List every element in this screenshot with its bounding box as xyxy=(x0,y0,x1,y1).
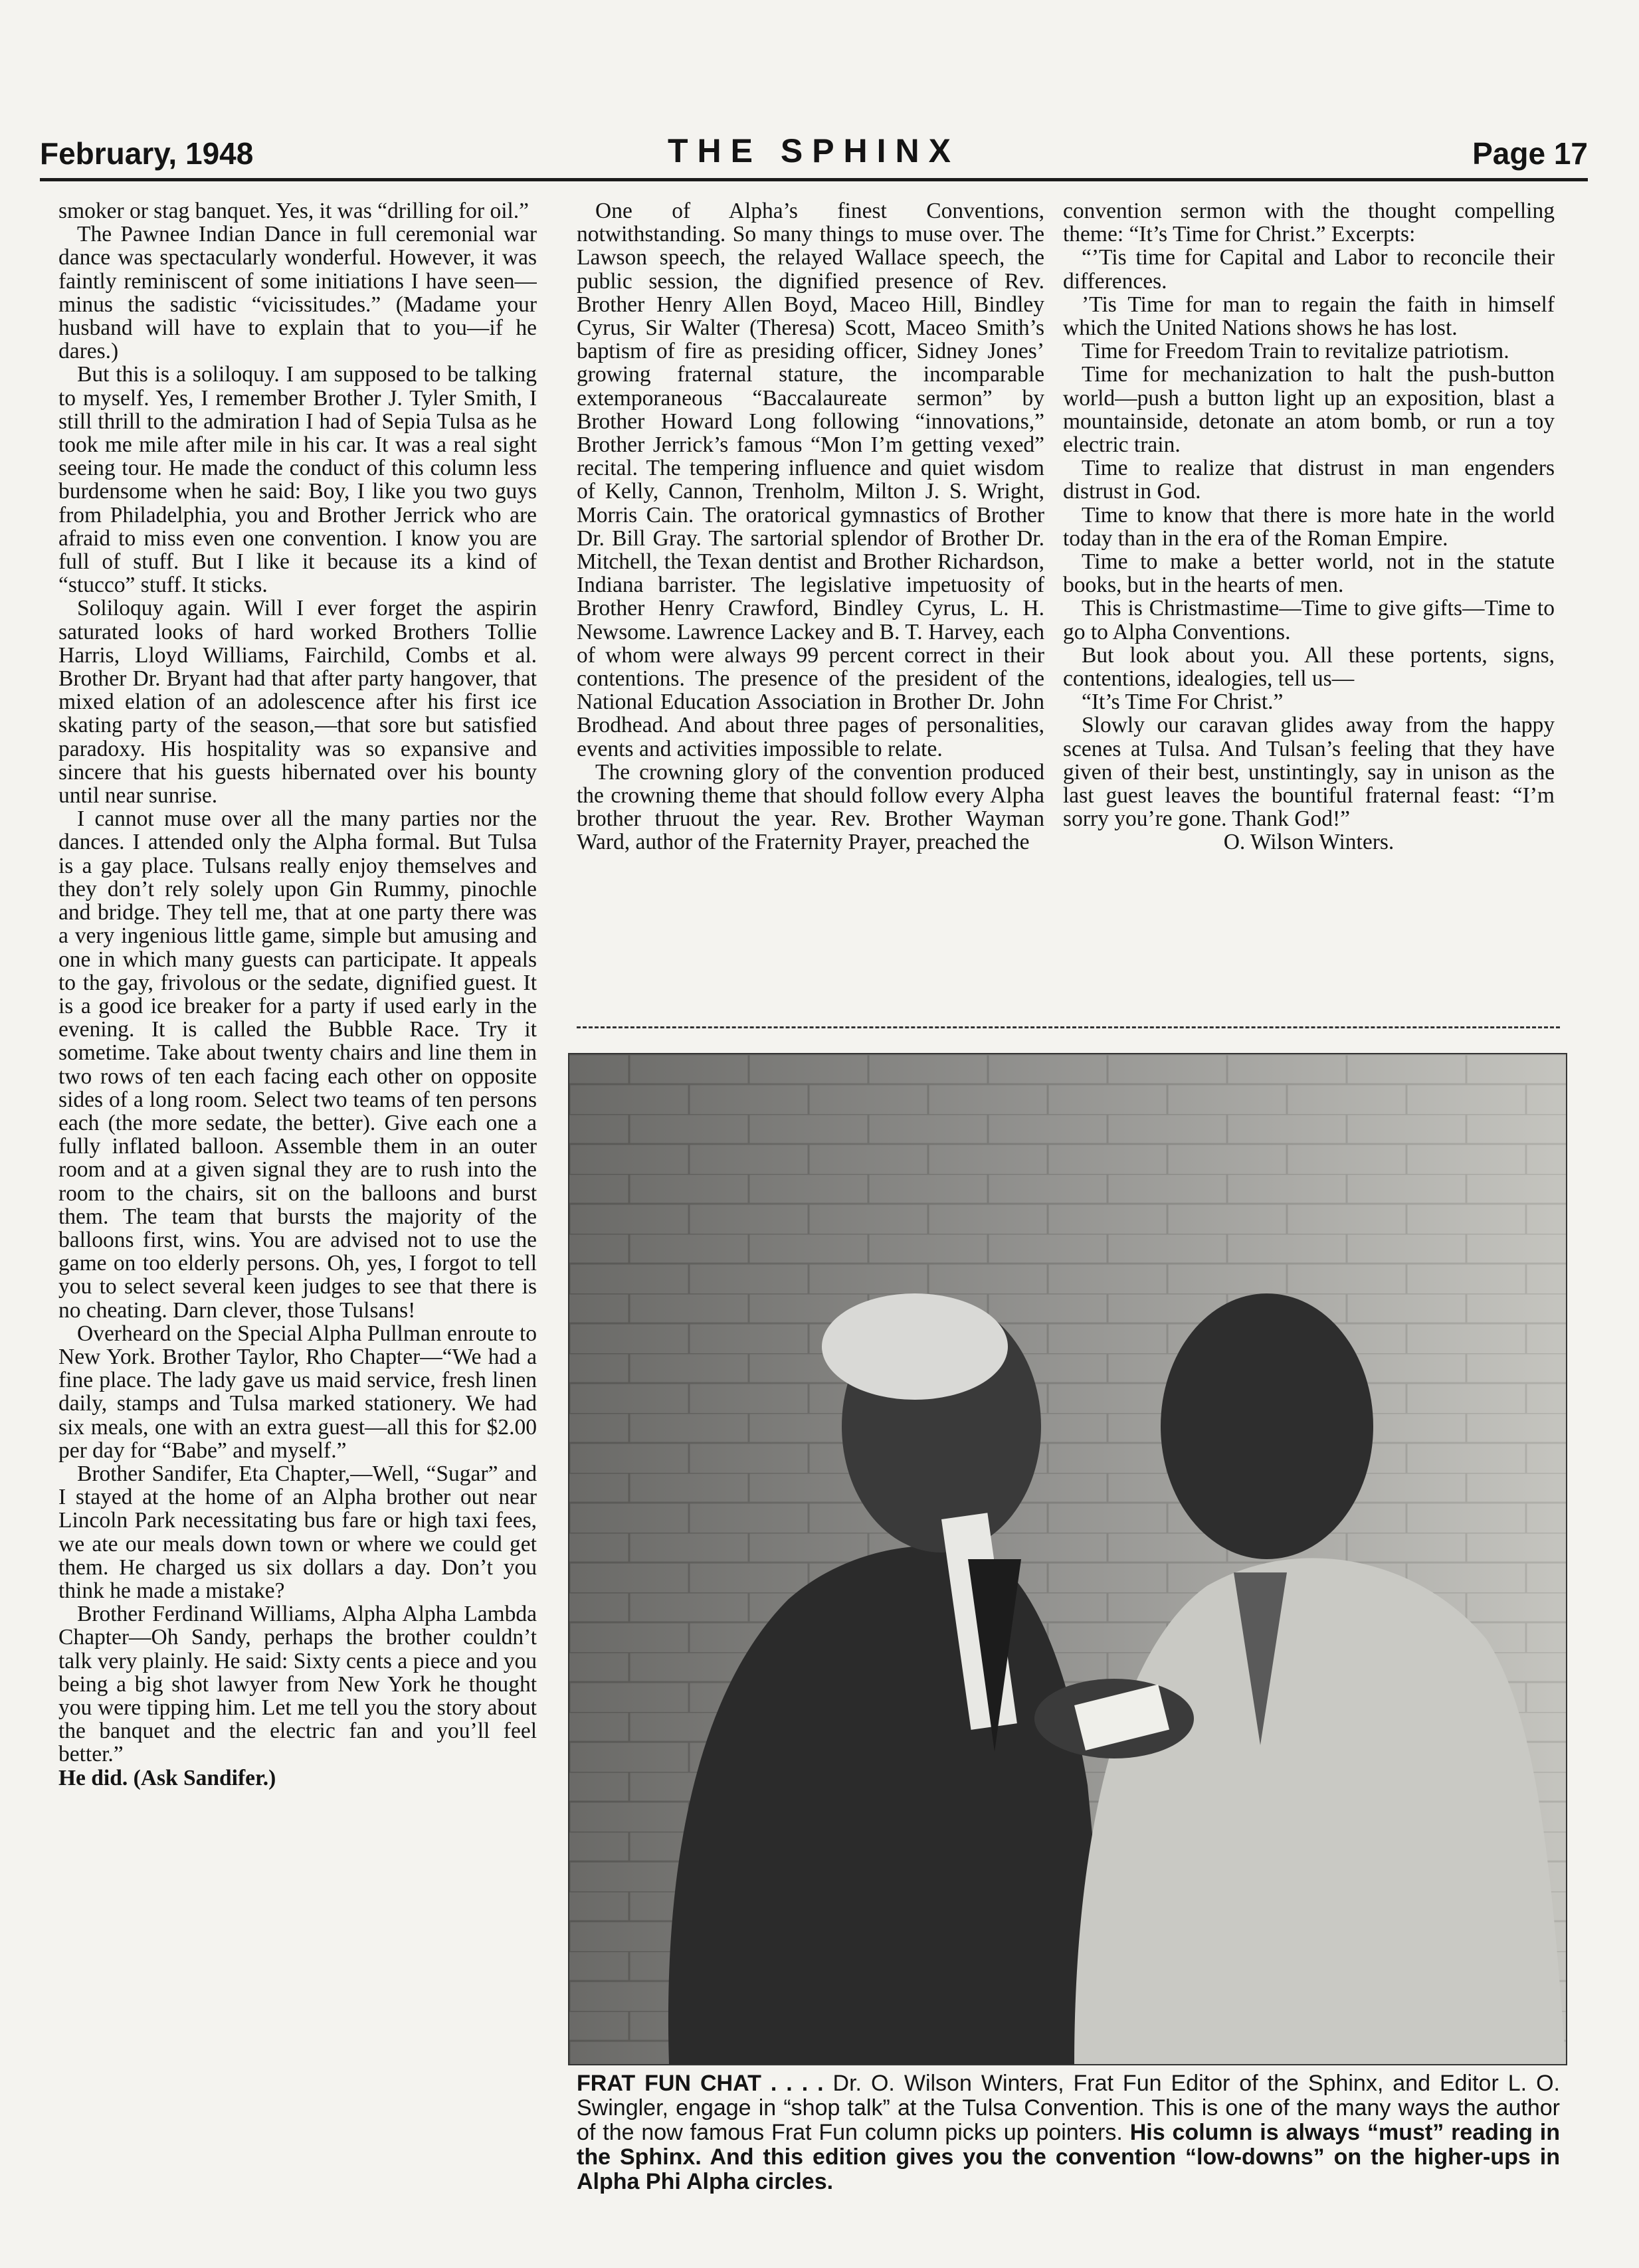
section-divider xyxy=(577,1026,1560,1028)
paragraph: The crowning glory of the convention produced the crowning theme that should follow every Alpha brother thruout the year. Rev. Brother Wayman Ward, author of the Fraternity Prayer, preached the xyxy=(577,759,1044,855)
paragraph: “It’s Time For Christ.” xyxy=(1082,690,1284,715)
paragraph: Time to make a better world, not in the statute books, but in the hearts of men. xyxy=(1063,549,1555,598)
paragraph: Time to know that there is more hate in the world today than in the era of the Roman Empire. xyxy=(1063,502,1555,551)
paragraph: Time to realize that distrust in man engenders distrust in God. xyxy=(1063,456,1555,504)
paragraph: “’Tis time for Capital and Labor to reconcile their differences. xyxy=(1063,245,1555,294)
paragraph: Brother Sandifer, Eta Chapter,—Well, “Sugar” and I stayed at the home of an Alpha brother out near Lincoln Park necessitating bus fare or high taxi fees, we ate our meals down town or where we could get them. He charged us six dollars a day. Don’t you think he made a mistake? xyxy=(58,1461,537,1603)
paragraph: Soliloquy again. Will I ever forget the aspirin saturated looks of hard worked Brothers Tollie Harris, Lloyd Williams, Fairchild, Combs et al. Brother Dr. Bryant had that after party hangover, that mixed elation of an adolescence after his first ice skating party of the season,—that sore but satisfied paradoxy. His hospitality was so expansive and sincere that his guests hibernated over his bounty until near sunrise. xyxy=(58,596,537,808)
paragraph: Brother Ferdinand Williams, Alpha Alpha Lambda Chapter—Oh Sandy, perhaps the brother couldn’t talk very plainly. He said: Sixty cents a piece and you being a big shot lawyer from New York he thought you were tipping him. Let me tell you the story about the banquet and the electric fan and you’ll feel better.” xyxy=(58,1602,537,1767)
page-header xyxy=(40,126,1588,179)
paragraph: Slowly our caravan glides away from the happy scenes at Tulsa. And Tulsan’s feeling that they have given of their best, unstintingly, say in unison as the last guest leaves the bountiful fraternal feast: “I’m sorry you’re gone. Thank God!” xyxy=(1063,713,1555,832)
paragraph: The Pawnee Indian Dance in full ceremonial war dance was spectacularly wonderful. However, it was faintly reminiscent of some initiations I have seen—minus the sadistic “vicissitudes.” (Madame your husband will have to explain that to you—if he dares.) xyxy=(58,222,537,364)
paragraph: Time for Freedom Train to revitalize patriotism. xyxy=(1082,339,1509,364)
closing-line: He did. (Ask Sandifer.) xyxy=(58,1765,276,1790)
article-column-3 xyxy=(1063,199,1555,1016)
header-rule xyxy=(40,178,1588,181)
photo-caption xyxy=(577,2071,1560,2194)
paragraph: Overheard on the Special Alpha Pullman enroute to New York. Brother Taylor, Rho Chapter—“We had a fine place. The lady gave us maid service, fresh linen daily, stamps and Tulsa marked stationery. We had six meals, one with an extra guest—all this for $2.00 per day for “Babe” and myself.” xyxy=(58,1321,537,1463)
page-number: Page 17 xyxy=(1472,136,1588,171)
paragraph: Time for mechanization to halt the push-button world—push a button light up an exposition, blast a mountainside, detonate an atom bomb, or run a toy electric train. xyxy=(1063,362,1555,458)
publication-title: THE SPHINX xyxy=(667,132,961,169)
photograph xyxy=(568,1053,1567,2065)
article-column-1 xyxy=(58,199,537,2219)
caption-text: Dr. O. Wilson Winters, Frat Fun Editor of the Sphinx, and Editor L. O. Swingler, engage in “shop talk” at the Tulsa Convention. This is one of the many ways the author of the now famous Frat Fun column picks up pointers. xyxy=(577,2071,1561,2145)
paragraph: I cannot muse over all the many parties nor the dances. I attended only the Alpha formal. But Tulsa is a gay place. Tulsans really enjoy themselves and they don’t rely solely upon Gin Rummy, pinochle and bridge. They tell me, that at one party there was a very ingenious little game, simple but amusing and one in which many guests can participate. It appeals to the gay, frivolous or the sedate, dignified guest. It is a good ice breaker for a party if used early in the evening. It is called the Bubble Race. Try it sometime. Take about twenty chairs and line them in two rows of ten each facing each other on opposite sides of a long room. Select two teams of ten persons each (the more sedate, the better). Give each one a fully inflated balloon. Assemble them in an outer room and at a given signal they are to rush into the room to the chairs, sit on the balloons and burst them. The team that bursts the majority of the balloons first, wins. You are advised not to use the game on too elderly persons. Oh, yes, I forgot to tell you to select several keen judges to see that there is no cheating. Darn clever, those Tulsans! xyxy=(58,806,537,1323)
author-signature: O. Wilson Winters. xyxy=(1223,830,1395,855)
paragraph: ’Tis Time for man to regain the faith in himself which the United Nations shows he has lost. xyxy=(1063,292,1555,341)
paragraph: One of Alpha’s finest Conventions, notwithstanding. So many things to muse over. The Lawson speech, the relayed Wallace speech, the public session, the dignified presence of Rev. Brother Henry Allen Boyd, Maceo Hill, Bindley Cyrus, Sir Walter (Theresa) Scott, Maceo Smith’s baptism of fire as presiding officer, Sidney Jones’ growing fraternal stature, the incomparable extemporaneous “Baccalaureate sermon” by Brother Howard Long following “innovations,” Brother Jerrick’s famous “Mon I’m getting vexed” recital. The tempering influence and quiet wisdom of Kelly, Cannon, Trenholm, Milton J. S. Wright, Morris Cain. The oratorical gymnastics of Brother Dr. Bill Gray. The sartorial splendor of Brother Dr. Mitchell, the Texan dentist and Brother Richardson, Indiana barrister. The legislative impetuosity of Brother Henry Crawford, Bindley Cyrus, L. H. Newsome. Lawrence Lackey and B. T. Harvey, each of whom were always 99 percent correct in their contentions. The presence of the president of the National Education Association in Brother Dr. John Brodhead. And about three pages of personalities, events and activities impossible to relate. xyxy=(577,199,1044,761)
photo-illustration xyxy=(569,1054,1566,2064)
caption-lead: FRAT FUN CHAT . . . . xyxy=(577,2071,824,2096)
paragraph: But look about you. All these portents, signs, contentions, idealogies, tell us— xyxy=(1063,642,1555,692)
issue-date: February, 1948 xyxy=(40,136,254,171)
paragraph: This is Christmastime—Time to give gifts—Time to go to Alpha Conventions. xyxy=(1063,596,1555,644)
paragraph: convention sermon with the thought compelling theme: “It’s Time for Christ.” Excerpts: xyxy=(1063,199,1555,247)
article-column-2 xyxy=(577,199,1044,1016)
caption-bold-text: His column is always “must” reading in the Sphinx. And this edition gives you the convention “low-downs” on the higher-ups in Alpha Phi Alpha circles. xyxy=(577,2120,1560,2194)
paragraph: smoker or stag banquet. Yes, it was “drilling for oil.” xyxy=(58,199,530,223)
paragraph: But this is a soliloquy. I am supposed to be talking to myself. Yes, I remember Brother J. Tyler Smith, I still thrill to the admiration I had of Sepia Tulsa as he took me mile after mile in his car. It was a real sight seeing tour. He made the conduct of this column less burdensome when he said: Boy, I like you two guys from Philadelphia, you and Brother Jerrick who are afraid to miss even one convention. I know you are full of stuff. But I like it because its a kind of “stucco” stuff. It sticks. xyxy=(58,362,537,598)
